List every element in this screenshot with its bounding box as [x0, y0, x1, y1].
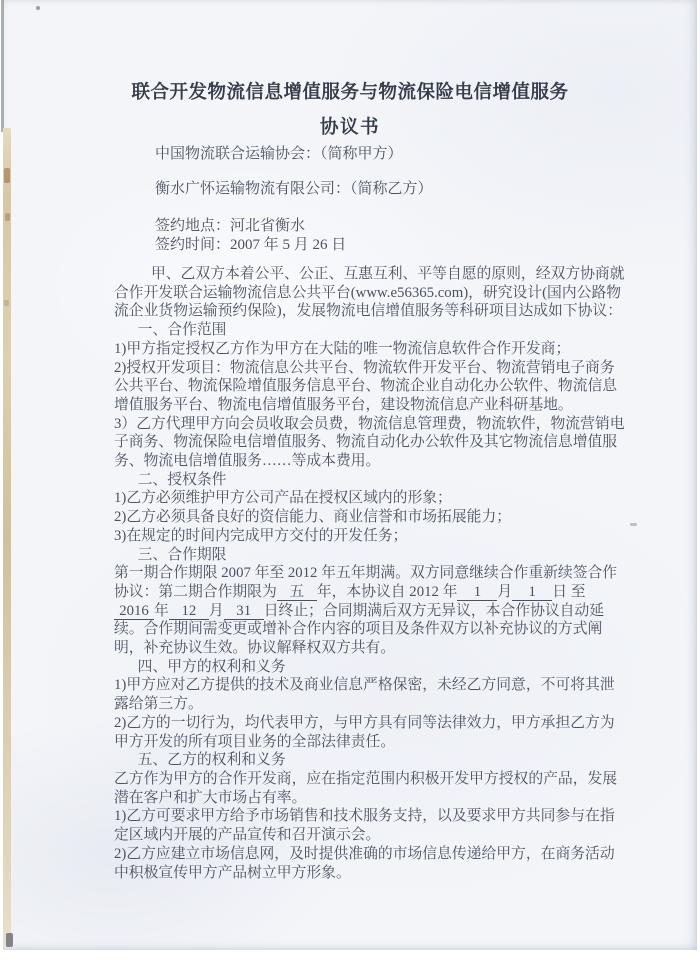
filled-blank: 五 [277, 585, 317, 602]
text-segment: 乙方作为甲方的合作开发商，应在指定范围内积极开发甲方授权的产品，发展潜在客户和扩大市场占有率。 [114, 770, 618, 806]
signing-place-line [155, 217, 697, 235]
text-segment: 第一期合作期限 2007 年至 2012 年五年期满。双方同意继续合作重新续签合作协议：第二期合作期限为 [114, 565, 618, 600]
document-title: 联合开发物流信息增值服务与物流保险电信增值服务 [131, 83, 569, 103]
body-paragraph [114, 359, 628, 415]
filled-blank: 31 [224, 604, 264, 621]
body-paragraph [114, 415, 628, 471]
body-paragraph [114, 340, 628, 359]
body-paragraph [114, 676, 628, 713]
agreement-body [114, 265, 628, 882]
signing-place-label: 签约地点： [155, 218, 231, 234]
signing-date-label: 签约时间： [155, 237, 231, 253]
text-segment: 1)乙方可要求甲方给予市场销售和技术服务支持，以及要求甲方共同参与在指定区域内开展的产品宣传和召开演示会。 [114, 808, 615, 844]
body-paragraph [114, 770, 628, 807]
text-segment: 1)甲方应对乙方提供的技术及商业信息严格保密，未经乙方同意，不可将其泄露给第三方。 [114, 677, 615, 713]
party-b-line: 衡水广怀运输物流有限公司：（简称乙方） [155, 181, 433, 197]
body-paragraph [114, 527, 628, 546]
text-segment: 2)授权开发项目：物流信息公共平台、物流软件开发平台、物流营销电子商务公共平台、物流保险增值服务信息平台、物流企业自动化办公软件、物流信息增值服务平台、物流电信增值服务平台，建设物流信息产业科研基地。 [114, 359, 618, 413]
body-paragraph [114, 845, 628, 882]
text-segment: 甲、乙双方本着公平、公正、互惠互利、平等自愿的原则，经双方协商就合作开发联合运输物流信息公共平台(www.e56365.com)，研究设计(国内公路物流企业货物运输预约保险)，发展物流电信增值服务等科研项目达成如下协议： [114, 266, 625, 320]
section-heading [114, 658, 628, 677]
text-segment: 月 [497, 583, 513, 600]
text-segment: 年 [154, 602, 169, 619]
party-a-line: 中国物流联合运输协会：（简称甲方） [155, 146, 403, 162]
section-heading [114, 471, 628, 490]
body-paragraph [114, 508, 628, 527]
filled-blank: 12 [169, 604, 209, 621]
text-segment: 1)甲方指定授权乙方作为甲方在大陆的唯一物流信息软件合作开发商； [114, 340, 571, 357]
text-segment: 一、合作范围 [137, 322, 227, 339]
text-segment: 1)乙方必须维护甲方公司产品在授权区域内的形象； [114, 490, 452, 507]
text-segment: 月 [208, 602, 224, 619]
text-segment: 年，本协议自 2012 年 [316, 583, 458, 600]
section-heading [114, 321, 628, 340]
body-paragraph [114, 807, 628, 844]
text-segment: 2)乙方应建立市场信息网，及时提供准确的市场信息传递给甲方，在商务活动中积极宣传甲方产品树立甲方形象。 [114, 845, 615, 881]
filled-blank: 2016 [114, 604, 154, 621]
section-heading [114, 546, 628, 565]
body-paragraph [114, 489, 628, 508]
text-segment: 2)乙方的一切行为，均代表甲方，与甲方具有同等法律效力，甲方承担乙方为甲方开发的所有项目业务的全部法律责任。 [114, 714, 615, 750]
body-paragraph [114, 265, 628, 321]
text-segment: 二、授权条件 [137, 471, 227, 488]
agreement-document [3, 0, 697, 950]
signing-date-line [155, 236, 697, 254]
filled-blank: 1 [457, 585, 497, 602]
document-subtitle: 协议书 [319, 118, 380, 138]
text-segment: 3）乙方代理甲方向会员收取会员费，物流信息管理费，物流软件，物流营销电子商务、物流保险电信增值服务、物流自动化办公软件及其它物流信息增值服务、物流电信增值服务……等成本费用。 [114, 415, 625, 470]
body-paragraph [114, 714, 628, 751]
text-segment: 3)在规定的时间内完成甲方交付的开发任务； [114, 527, 408, 544]
signing-date-value: 2007 年 5 月 26 日 [230, 237, 347, 253]
body-paragraph [114, 564, 628, 658]
text-segment: 2)乙方必须具备良好的资信能力、商业信誉和市场拓展能力； [114, 509, 512, 526]
text-segment: 四、甲方的权利和义务 [137, 658, 286, 675]
filled-blank: 1 [512, 585, 552, 602]
signing-place-value: 河北省衡水 [230, 218, 306, 234]
text-segment: 日 至 [552, 583, 586, 600]
section-heading [114, 751, 628, 770]
text-segment: 五、乙方的权利和义务 [137, 752, 286, 769]
text-segment: 三、合作期限 [137, 546, 227, 563]
text-segment: 日终止；合同期满后双方无异议，本合作协议自动延续。合作期间需变更或增补合作内容的项目及条件双方以补充协议的方式阐明，补充协议生效。协议解释权双方共有。 [114, 602, 605, 657]
